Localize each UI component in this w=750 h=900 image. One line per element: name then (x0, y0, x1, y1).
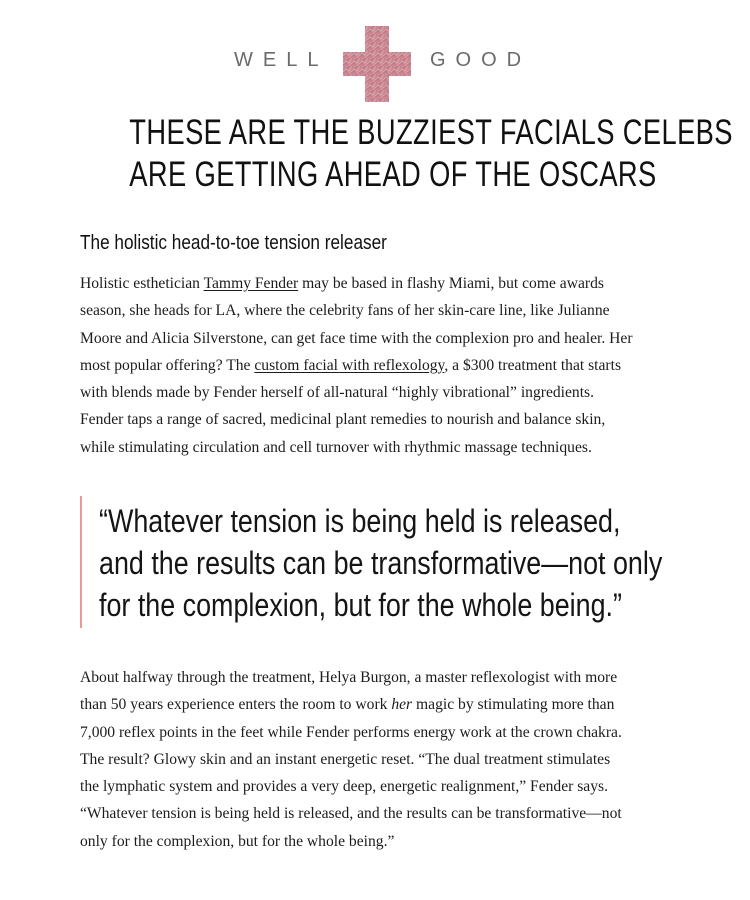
pull-quote-line: for the complexion, but for the whole being.” (99, 587, 622, 623)
headline-line: ARE GETTING AHEAD OF THE OSCARS (129, 155, 657, 194)
custom-facial-link[interactable]: custom facial with reflexology (254, 356, 445, 374)
pull-quote-bar (80, 496, 82, 628)
text-run: Holistic esthetician (80, 275, 204, 292)
text-run: magic by stimulating more than (412, 696, 615, 714)
logo-cross-icon[interactable] (343, 26, 411, 102)
paragraph-line (80, 270, 680, 297)
text-run: may be based in flashy Miami, but come awards (298, 275, 604, 292)
text-run: , a $300 treatment that starts (444, 356, 622, 374)
paragraph-line: The result? Glowy skin and an instant energetic reset. “The dual treatment stimulates (80, 750, 611, 768)
paragraph-line: Moore and Alicia Silverstone, can get face time with the complexion pro and healer. Her (80, 329, 633, 347)
text-run: most popular offering? The (80, 356, 255, 374)
paragraph-line: 7,000 reflex points in the feet while Fender performs energy work at the crown chakra. (80, 723, 622, 741)
masthead (0, 26, 750, 102)
paragraph-line (80, 352, 680, 379)
pull-quote-line: “Whatever tension is being held is released, (99, 503, 621, 539)
emphasis-her: her (391, 696, 413, 714)
logo-word-well: WELL (234, 49, 329, 71)
article-headline (129, 112, 733, 196)
paragraph-line (80, 691, 680, 718)
section-heading: The holistic head-to-toe tension releaser (80, 232, 387, 254)
pull-quote-line: and the results can be transformative—not only (99, 545, 663, 581)
headline-line: THESE ARE THE BUZZIEST FACIALS CELEBS (129, 113, 733, 152)
paragraph-line: the lymphatic system and provides a very deep, energetic realignment,” Fender says. (80, 778, 608, 796)
pull-quote (80, 496, 720, 628)
pull-quote-text (99, 500, 662, 626)
logo-word-good: GOOD (430, 49, 532, 71)
body-paragraph-1 (80, 270, 680, 461)
paragraph-line: About halfway through the treatment, Helya Burgon, a master reflexologist with more (80, 669, 618, 686)
paragraph-line: while stimulating circulation and cell turnover with rhythmic massage techniques. (80, 438, 592, 456)
body-paragraph-2 (80, 664, 680, 855)
paragraph-line: “Whatever tension is being held is released, and the results can be transformative—not (80, 805, 622, 823)
paragraph-line: Fender taps a range of sacred, medicinal plant remedies to nourish and balance skin, (80, 411, 606, 429)
paragraph-line: season, she heads for LA, where the celebrity fans of her skin-care line, like Julianne (80, 302, 610, 320)
text-run: than 50 years experience enters the room to work (80, 696, 392, 714)
paragraph-line: with blends made by Fender herself of all-natural “highly vibrational” ingredients. (80, 384, 595, 402)
paragraph-line: only for the complexion, but for the whole being.” (80, 832, 395, 850)
tammy-fender-link[interactable]: Tammy Fender (203, 275, 299, 292)
